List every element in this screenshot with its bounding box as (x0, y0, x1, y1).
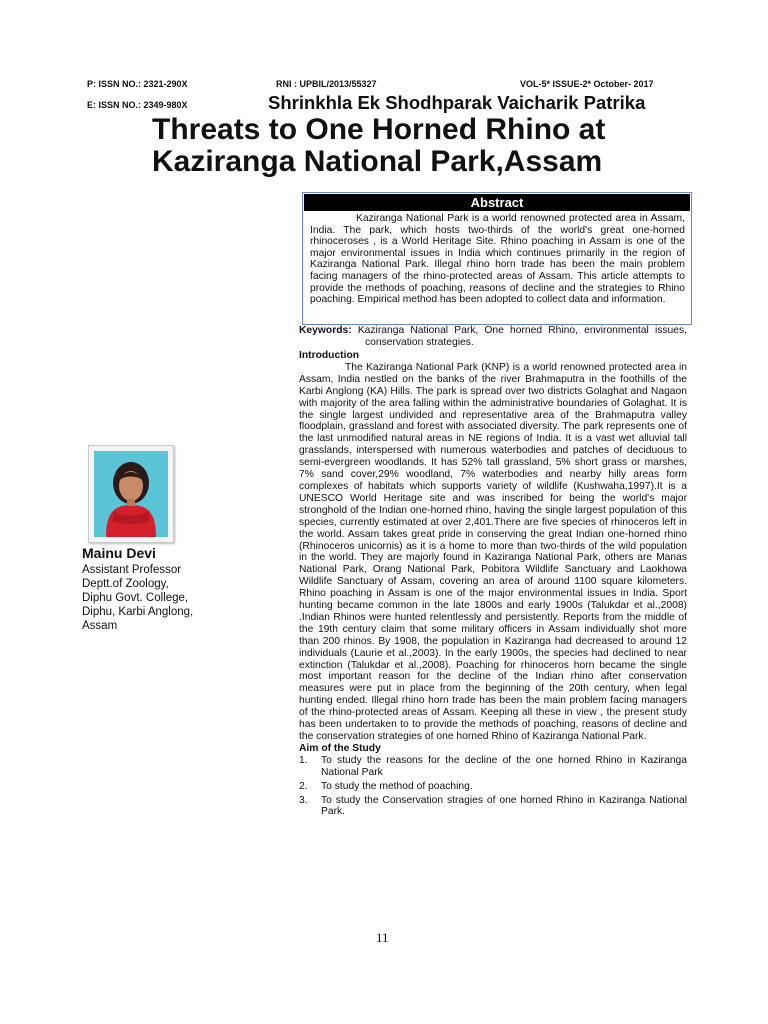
paper-title-line-1: Threats to One Horned Rhino at (152, 113, 606, 146)
aim-text: To study the Conservation stragies of one horned Rhino in Kaziranga National Park. (321, 794, 687, 818)
aim-number: 1. (299, 754, 308, 766)
journal-name: Shrinkhla Ek Shodhparak Vaicharik Patrika (268, 92, 646, 113)
abstract-heading: Abstract (304, 194, 690, 211)
aim-item (299, 795, 687, 819)
aim-text: To study the method of poaching. (321, 780, 473, 792)
abstract-text: Kaziranga National Park is a world renowned protected area in Assam, India. The park, which hosts two-thirds of the world's great one-horned rhinoceroses , is a World Heritage Site. Rhino poaching in Assam is one of the major environmental issues in India which continues primarily in the region of Kaziranga National Park. Illegal rhino horn trade has been the main problem facing managers of the rhino-protected areas of Assam. This article attempts to provide the methods of poaching, reasons of decline and the strategies to Rhino poaching. Empirical method has been adopted to collect data and information. (310, 213, 685, 306)
paper-title (152, 114, 712, 178)
aim-number: 2. (299, 780, 308, 792)
keywords (299, 325, 687, 349)
aim-item (299, 755, 687, 779)
author-portrait-image (94, 451, 168, 537)
abstract-box (302, 192, 692, 325)
volume-issue: VOL-5* ISSUE-2* October- 2017 (520, 79, 654, 89)
page-number: 11 (376, 930, 389, 945)
aims-heading: Aim of the Study (299, 742, 381, 754)
keywords-label: Keywords: (299, 325, 352, 336)
author-photo (88, 445, 174, 543)
affiliation-line: Assam (82, 620, 118, 632)
issn-electronic: E: ISSN NO.: 2349-980X (87, 100, 188, 110)
affiliation-line: Diphu, Karbi Anglong, (82, 606, 194, 618)
aim-item (299, 781, 687, 793)
author-name: Mainu Devi (82, 545, 156, 561)
affiliation-line: Deptt.of Zoology, (82, 578, 169, 590)
rni-number: RNI : UPBIL/2013/55327 (276, 79, 377, 89)
introduction-heading: Introduction (299, 350, 360, 361)
aim-number: 3. (299, 794, 308, 806)
aim-text: To study the reasons for the decline of the one horned Rhino in Kaziranga National Park (321, 754, 687, 778)
keywords-text: Kaziranga National Park, One horned Rhino, environmental issues, conservation strategies. (357, 325, 687, 348)
paper-title-line-2: Kaziranga National Park,Assam (152, 145, 603, 178)
introduction-text: The Kaziranga National Park (KNP) is a world renowned protected area in Assam, India nestled on the banks of the river Brahmaputra in the foothills of the Karbi Anglong (KA) Hills. The park is spread over two districts Golaghat and Nagaon with majority of the area falling within the administrative boundaries of Golaghat. It is the single largest undivided and representative area of the Brahmaputra valley floodplain, grassland and forest with associated diversity. The park represents one of the last unmodified natural areas in NE regions of India. It is a vast wet alluvial tall grasslands, interspersed with numerous waterbodies and patches of deciduous to semi-evergreen woodlands. It has 52% tall grassland, 5% short grass or marshes, 7% sand cover,29% woodland, 7% waterbodies and nearby hilly areas form complexes of habitats which supports variety of wildlife (Kushwaha,1997).It is a UNESCO World Heritage site and was inscribed for being the world's major stronghold of the Indian one-horned rhino, having the single largest population of this species, currently estimated at over 2,401.There are five species of rhinoceros left in the world. Assam takes great pride in conserving the great Indian one-horned rhino (Rhinoceros unicornis) as it is a home to more than two-thirds of the wild population in the world. They are majorly found in Kaziranga National Park, others are Manas National Park, Orang National Park, Pobitora Wildlife Sanctuary and Laokhowa Wildlife Sanctuary of Assam, covering an area of around 1100 square kilometers. Rhino poaching in Assam is one of the major environmental issues in India. Sport hunting became common in the late 1800s and early 1900s (Talukdar et al.,2008) .Indian Rhinos were hunted relentlessly and persistently. Reports from the middle of the 19th century claim that some military officers in Assam individually shot more than 200 rhinos. By 1908, the population in Kaziranga had decreased to around 12 individuals (Laurie et al.,2003). In the early 1900s, the species had declined to near extinction (Talukdar et al.,2008). Poaching for rhinoceros horn became the single most important reason for the decline of the Indian rhino after conservation measures were put in place from the beginning of the 20th century, when legal hunting ended. Illegal rhino horn trade has been the main problem facing managers of the rhino-protected areas of Assam. Keeping all these in view , the present study has been undertaken to to provide the methods of poaching, reasons of decline and the conservation strategies of one horned Rhino of Kaziranga National Park. (299, 361, 687, 742)
affiliation-line: Assistant Professor (82, 564, 182, 576)
issn-print: P: ISSN NO.: 2321-290X (87, 79, 188, 89)
body-column (299, 350, 687, 818)
aims-list (299, 755, 687, 819)
author-affiliation (82, 563, 193, 633)
affiliation-line: Diphu Govt. College, (82, 592, 189, 604)
